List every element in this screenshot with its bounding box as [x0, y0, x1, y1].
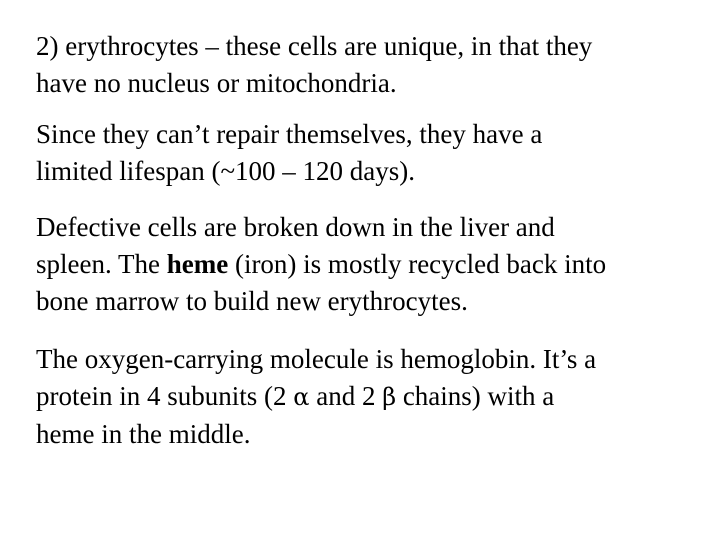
paragraph-erythrocytes [36, 28, 592, 102]
text-line [36, 378, 596, 416]
paragraph-lifespan [36, 116, 542, 190]
beta-symbol: β [382, 383, 397, 411]
text-line: bone marrow to build new erythrocytes. [36, 286, 468, 316]
text-segment: protein in 4 subunits (2 [36, 381, 294, 411]
paragraph-hemoglobin [36, 341, 596, 453]
text-line: The oxygen-carrying molecule is hemoglobin. It’s a [36, 344, 597, 374]
paragraph-recycling [36, 209, 606, 320]
text-segment: chains) with a [396, 381, 555, 411]
bold-term-heme: heme [166, 249, 229, 279]
text-line: Defective cells are broken down in the liver and [36, 212, 555, 242]
text-line: have no nucleus or mitochondria. [36, 68, 397, 98]
text-segment: (iron) is mostly recycled back into [228, 249, 607, 279]
text-line [36, 246, 606, 283]
text-line: Since they can’t repair themselves, they have a [36, 119, 543, 149]
text-line: heme in the middle. [36, 419, 251, 449]
text-line: limited lifespan (~100 – 120 days). [36, 156, 416, 186]
text-segment: spleen. The [36, 249, 167, 279]
text-line: 2) erythrocytes – these cells are unique, in that they [36, 31, 593, 61]
text-segment: and 2 [309, 381, 383, 411]
alpha-symbol: α [293, 383, 310, 411]
